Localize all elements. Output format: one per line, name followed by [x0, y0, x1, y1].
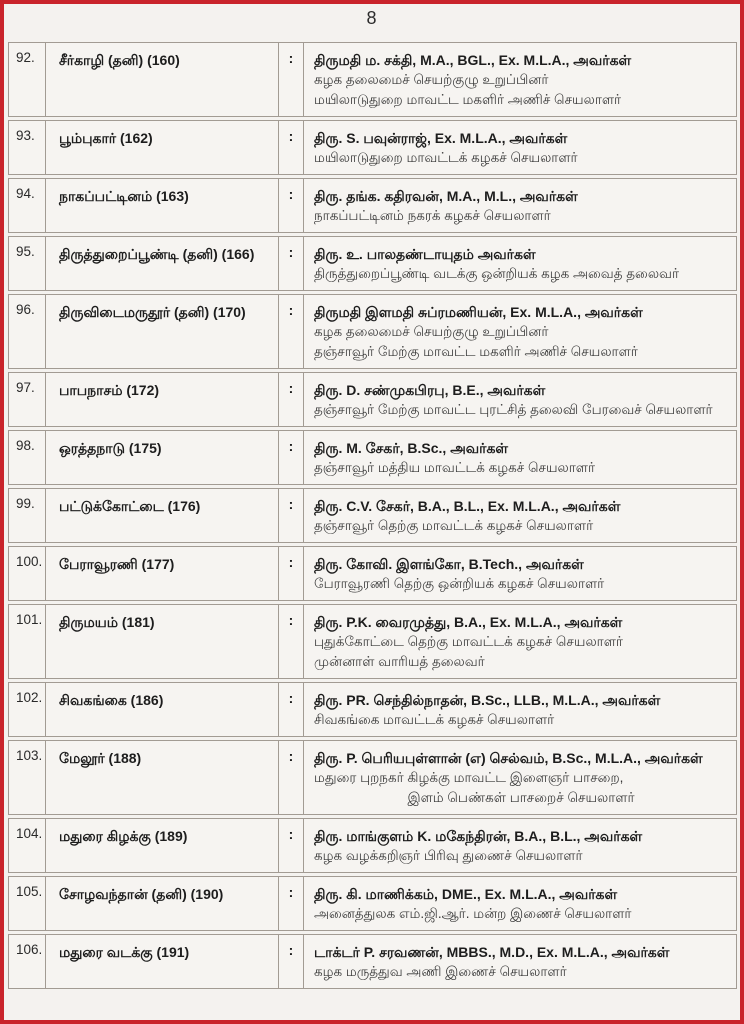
- candidate-role-line: கழக வழக்கறிஞர் பிரிவு துணைச் செயலாளர்: [314, 848, 583, 863]
- table-row: [8, 934, 737, 989]
- candidate-role-line: கழக மருத்துவ அணி இணைச் செயலாளர்: [314, 964, 567, 979]
- row-serial-number: 99.: [16, 496, 35, 511]
- candidate-details: [303, 819, 736, 872]
- table-row: [8, 120, 737, 175]
- table-row: [8, 294, 737, 369]
- candidate-details: [303, 179, 736, 232]
- table-row: [8, 604, 737, 679]
- candidate-role-line: சிவகங்கை மாவட்டக் கழகச் செயலாளர்: [314, 712, 555, 727]
- constituency-name: பாபநாசம் (172): [45, 373, 278, 426]
- candidate-role-line: புதுக்கோட்டை தெற்கு மாவட்டக் கழகச் செயலாளர்: [314, 634, 623, 649]
- candidate-role-line: தஞ்சாவூர் மேற்கு மாவட்ட மகளிர் அணிச் செயலாளர்: [314, 344, 638, 359]
- table-row: [8, 876, 737, 931]
- candidate-name-line: திரு. மாங்குளம் K. மகேந்திரன், B.A., B.L., அவர்கள்: [314, 828, 643, 844]
- table-row: [8, 740, 737, 815]
- constituency-name: நாகப்பட்டினம் (163): [45, 179, 278, 232]
- table-row: [8, 488, 737, 543]
- constituency-name: திருமயம் (181): [45, 605, 278, 678]
- row-serial-number: 96.: [16, 302, 35, 317]
- candidate-role-line: தஞ்சாவூர் மத்திய மாவட்டக் கழகச் செயலாளர்: [314, 460, 596, 475]
- table-row: [8, 236, 737, 291]
- constituency-name: மதுரை கிழக்கு (189): [45, 819, 278, 872]
- constituency-name: ஒரத்தநாடு (175): [45, 431, 278, 484]
- candidate-details: [303, 605, 736, 678]
- colon-separator: :: [278, 741, 303, 814]
- row-serial-number: 98.: [16, 438, 35, 453]
- colon-separator: :: [278, 489, 303, 542]
- constituency-name: திருவிடைமருதூர் (தனி) (170): [45, 295, 278, 368]
- candidate-role-line: இளம் பெண்கள் பாசறைச் செயலாளர்: [407, 790, 635, 805]
- candidate-name-line: திரு. P. பெரியபுள்ளான் (எ) செல்வம், B.Sc., M.L.A., அவர்கள்: [314, 750, 703, 766]
- candidate-name-line: டாக்டர் P. சரவணன், MBBS., M.D., Ex. M.L.A., அவர்கள்: [314, 944, 670, 960]
- constituency-name: மதுரை வடக்கு (191): [45, 935, 278, 988]
- candidate-role-line: தஞ்சாவூர் தெற்கு மாவட்டக் கழகச் செயலாளர்: [314, 518, 594, 533]
- candidate-role-line: மயிலாடுதுறை மாவட்டக் கழகச் செயலாளர்: [314, 150, 578, 165]
- candidate-role-line: கழக தலைமைச் செயற்குழு உறுப்பினர்: [314, 324, 549, 339]
- candidate-details: [303, 295, 736, 368]
- candidate-details: [303, 431, 736, 484]
- candidate-name-line: திரு. D. சண்முகபிரபு, B.E., அவர்கள்: [314, 382, 546, 398]
- candidate-role-line: கழக தலைமைச் செயற்குழு உறுப்பினர்: [314, 72, 549, 87]
- colon-separator: :: [278, 819, 303, 872]
- row-serial-number: 105.: [16, 884, 43, 899]
- candidate-details: [303, 547, 736, 600]
- candidate-name-line: திரு. கி. மாணிக்கம், DME., Ex. M.L.A., அவர்கள்: [314, 886, 618, 902]
- row-serial-number: 97.: [16, 380, 35, 395]
- row-serial-number: 92.: [16, 50, 35, 65]
- candidate-role-line: அனைத்துலக எம்.ஜி.ஆர். மன்ற இணைச் செயலாளர்: [314, 906, 632, 921]
- table-row: [8, 372, 737, 427]
- candidate-name-line: திரு. கோவி. இளங்கோ, B.Tech., அவர்கள்: [314, 556, 584, 572]
- constituency-name: மேலூர் (188): [45, 741, 278, 814]
- colon-separator: :: [278, 43, 303, 116]
- candidate-name-line: திரு. C.V. சேகர், B.A., B.L., Ex. M.L.A., அவர்கள்: [314, 498, 621, 514]
- candidate-role-line: பேராவூரணி தெற்கு ஒன்றியக் கழகச் செயலாளர்: [314, 576, 605, 591]
- table-row: [8, 178, 737, 233]
- candidate-name-line: திரு. S. பவுன்ராஜ், Ex. M.L.A., அவர்கள்: [314, 130, 568, 146]
- colon-separator: :: [278, 605, 303, 678]
- table-row: [8, 818, 737, 873]
- row-serial-number: 100.: [16, 554, 43, 569]
- row-serial-number: 95.: [16, 244, 35, 259]
- candidate-role-line: மதுரை புறநகர் கிழக்கு மாவட்ட இளைஞர் பாசறை,: [314, 770, 624, 785]
- candidate-details: [303, 373, 736, 426]
- candidate-name-line: திருமதி இளமதி சுப்ரமணியன், Ex. M.L.A., அவர்கள்: [314, 304, 643, 320]
- candidate-name-line: திரு. PR. செந்தில்நாதன், B.Sc., LLB., M.L.A., அவர்கள்: [314, 692, 661, 708]
- table-row: [8, 42, 737, 117]
- candidate-name-line: திருமதி ம. சக்தி, M.A., BGL., Ex. M.L.A., அவர்கள்: [314, 52, 632, 68]
- candidate-details: [303, 43, 736, 116]
- colon-separator: :: [278, 373, 303, 426]
- candidate-details: [303, 237, 736, 290]
- constituency-name: சிவகங்கை (186): [45, 683, 278, 736]
- candidate-roster-table: [8, 42, 737, 989]
- colon-separator: :: [278, 683, 303, 736]
- colon-separator: :: [278, 237, 303, 290]
- candidate-details: [303, 877, 736, 930]
- table-row: [8, 682, 737, 737]
- candidate-role-line: திருத்துறைப்பூண்டி வடக்கு ஒன்றியக் கழக அவைத் தலைவர்: [314, 266, 679, 281]
- colon-separator: :: [278, 935, 303, 988]
- candidate-role-line: முன்னாள் வாரியத் தலைவர்: [314, 654, 485, 669]
- row-serial-number: 104.: [16, 826, 43, 841]
- colon-separator: :: [278, 431, 303, 484]
- colon-separator: :: [278, 295, 303, 368]
- candidate-details: [303, 489, 736, 542]
- constituency-name: சோழவந்தான் (தனி) (190): [45, 877, 278, 930]
- constituency-name: பட்டுக்கோட்டை (176): [45, 489, 278, 542]
- colon-separator: :: [278, 547, 303, 600]
- page-number: 8: [366, 8, 378, 28]
- row-serial-number: 93.: [16, 128, 35, 143]
- table-row: [8, 546, 737, 601]
- candidate-name-line: திரு. P.K. வைரமுத்து, B.A., Ex. M.L.A., அவர்கள்: [314, 614, 623, 630]
- candidate-details: [303, 121, 736, 174]
- candidate-name-line: திரு. தங்க. கதிரவன், M.A., M.L., அவர்கள்: [314, 188, 578, 204]
- constituency-name: திருத்துறைப்பூண்டி (தனி) (166): [45, 237, 278, 290]
- candidate-details: [303, 935, 736, 988]
- candidate-details: [303, 741, 736, 814]
- colon-separator: :: [278, 179, 303, 232]
- candidate-role-line: மயிலாடுதுறை மாவட்ட மகளிர் அணிச் செயலாளர்: [314, 92, 622, 107]
- constituency-name: பேராவூரணி (177): [45, 547, 278, 600]
- row-serial-number: 102.: [16, 690, 43, 705]
- row-serial-number: 94.: [16, 186, 35, 201]
- candidate-name-line: திரு. உ. பாலதண்டாயுதம் அவர்கள்: [314, 246, 536, 262]
- colon-separator: :: [278, 121, 303, 174]
- candidate-name-line: திரு. M. சேகர், B.Sc., அவர்கள்: [314, 440, 509, 456]
- table-row: [8, 430, 737, 485]
- constituency-name: சீர்காழி (தனி) (160): [45, 43, 278, 116]
- row-serial-number: 106.: [16, 942, 43, 957]
- row-serial-number: 101.: [16, 612, 43, 627]
- row-serial-number: 103.: [16, 748, 43, 763]
- colon-separator: :: [278, 877, 303, 930]
- candidate-role-line: தஞ்சாவூர் மேற்கு மாவட்ட புரட்சித் தலைவி பேரவைச் செயலாளர்: [314, 402, 713, 417]
- candidate-details: [303, 683, 736, 736]
- candidate-role-line: நாகப்பட்டினம் நகரக் கழகச் செயலாளர்: [314, 208, 551, 223]
- constituency-name: பூம்புகார் (162): [45, 121, 278, 174]
